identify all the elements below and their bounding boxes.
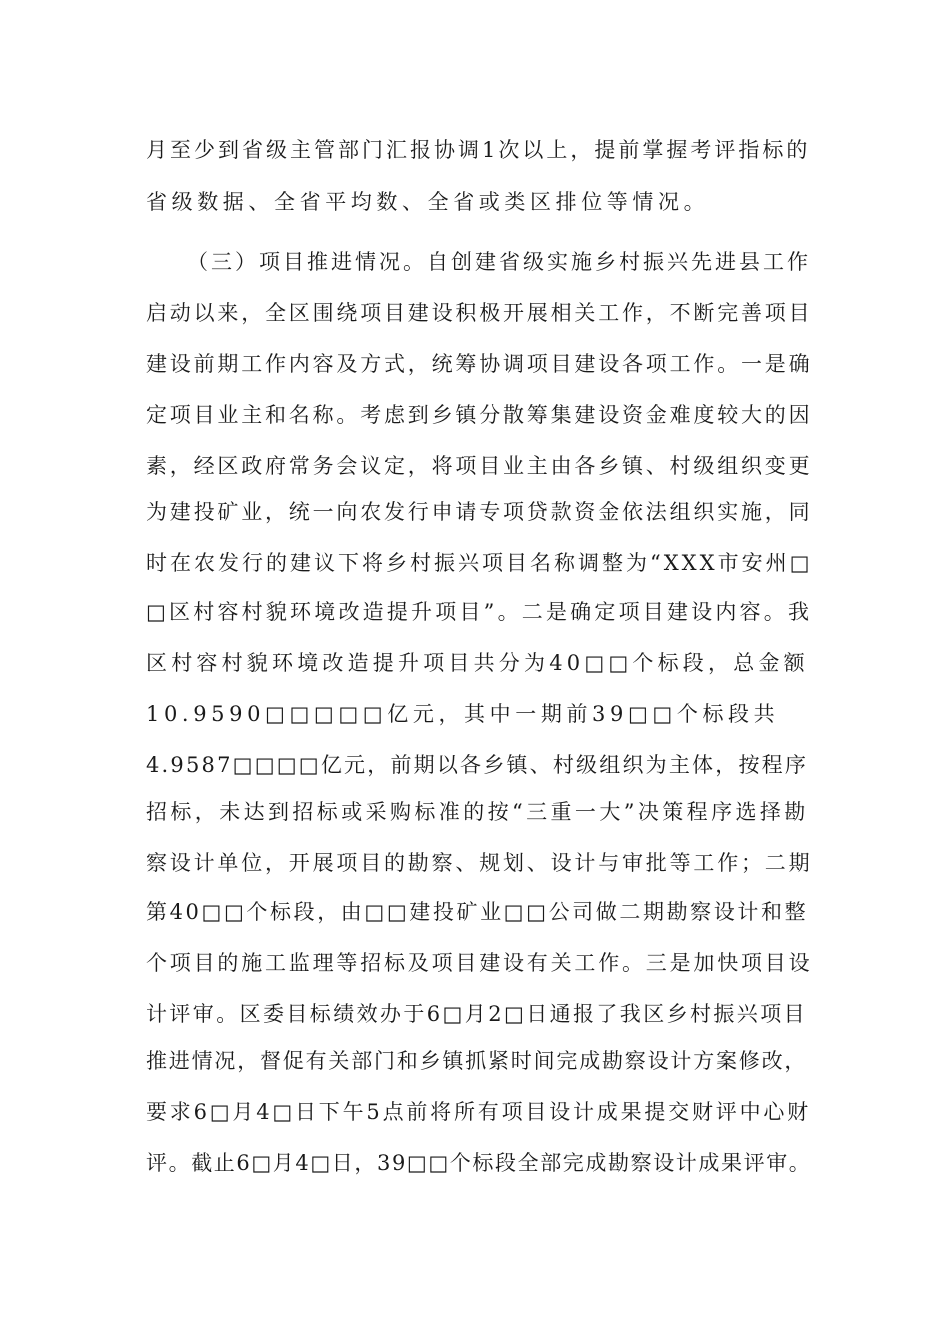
text-line-1: 月至少到省级主管部门汇报协调1次以上，提前掌握考评指标的 — [146, 138, 811, 162]
text-line-11: 区村容村貌环境改造提升项目共分为40□□个标段，总金额 — [146, 651, 809, 675]
paragraph-heading-line: （三）项目推进情况。自创建省级实施乡村振兴先进县工作 — [187, 250, 811, 274]
text-line-6: 定项目业主和名称。考虑到乡镇分散筹集建设资金难度较大的因 — [146, 403, 813, 427]
text-line-21: 评。截止6□月4□日，39□□个标段全部完成勘察设计成果评审。 — [146, 1151, 812, 1175]
text-line-20: 要求6□月4□日下午5点前将所有项目设计成果提交财评中心财 — [146, 1100, 811, 1124]
text-line-12: 10.9590□□□□□亿元，其中一期前39□□个标段共 — [146, 702, 780, 726]
text-line-18: 计评审。区委目标绩效办于6□月2□日通报了我区乡村振兴项目 — [146, 1002, 808, 1026]
text-line-16: 第40□□个标段，由□□建投矿业□□公司做二期勘察设计和整 — [146, 900, 809, 924]
text-line-13: 4.9587□□□□亿元，前期以各乡镇、村级组织为主体，按程序 — [146, 753, 809, 777]
text-line-10: □区村容村貌环境改造提升项目”。二是确定项目建设内容。我 — [146, 600, 813, 624]
text-line-2: 省级数据、全省平均数、全省或类区排位等情况。 — [146, 190, 710, 214]
text-line-8: 为建投矿业，统一向农发行申请专项贷款资金依法组织实施，同 — [146, 500, 813, 524]
text-line-5: 建设前期工作内容及方式，统筹协调项目建设各项工作。一是确 — [146, 352, 813, 376]
text-line-4: 启动以来，全区围绕项目建设积极开展相关工作，不断完善项目 — [146, 301, 813, 325]
text-line-7: 素，经区政府常务会议定，将项目业主由各乡镇、村级组织变更 — [146, 454, 813, 478]
text-line-19: 推进情况，督促有关部门和乡镇抓紧时间完成勘察设计方案修改， — [146, 1049, 808, 1073]
text-line-14: 招标，未达到招标或采购标准的按“三重一大”决策程序选择勘 — [146, 800, 809, 824]
text-line-9: 时在农发行的建议下将乡村振兴项目名称调整为“XXX市安州□ — [146, 551, 813, 575]
text-line-17: 个项目的施工监理等招标及项目建设有关工作。三是加快项目设 — [146, 951, 813, 975]
text-line-15: 察设计单位，开展项目的勘察、规划、设计与审批等工作；二期 — [146, 851, 813, 875]
